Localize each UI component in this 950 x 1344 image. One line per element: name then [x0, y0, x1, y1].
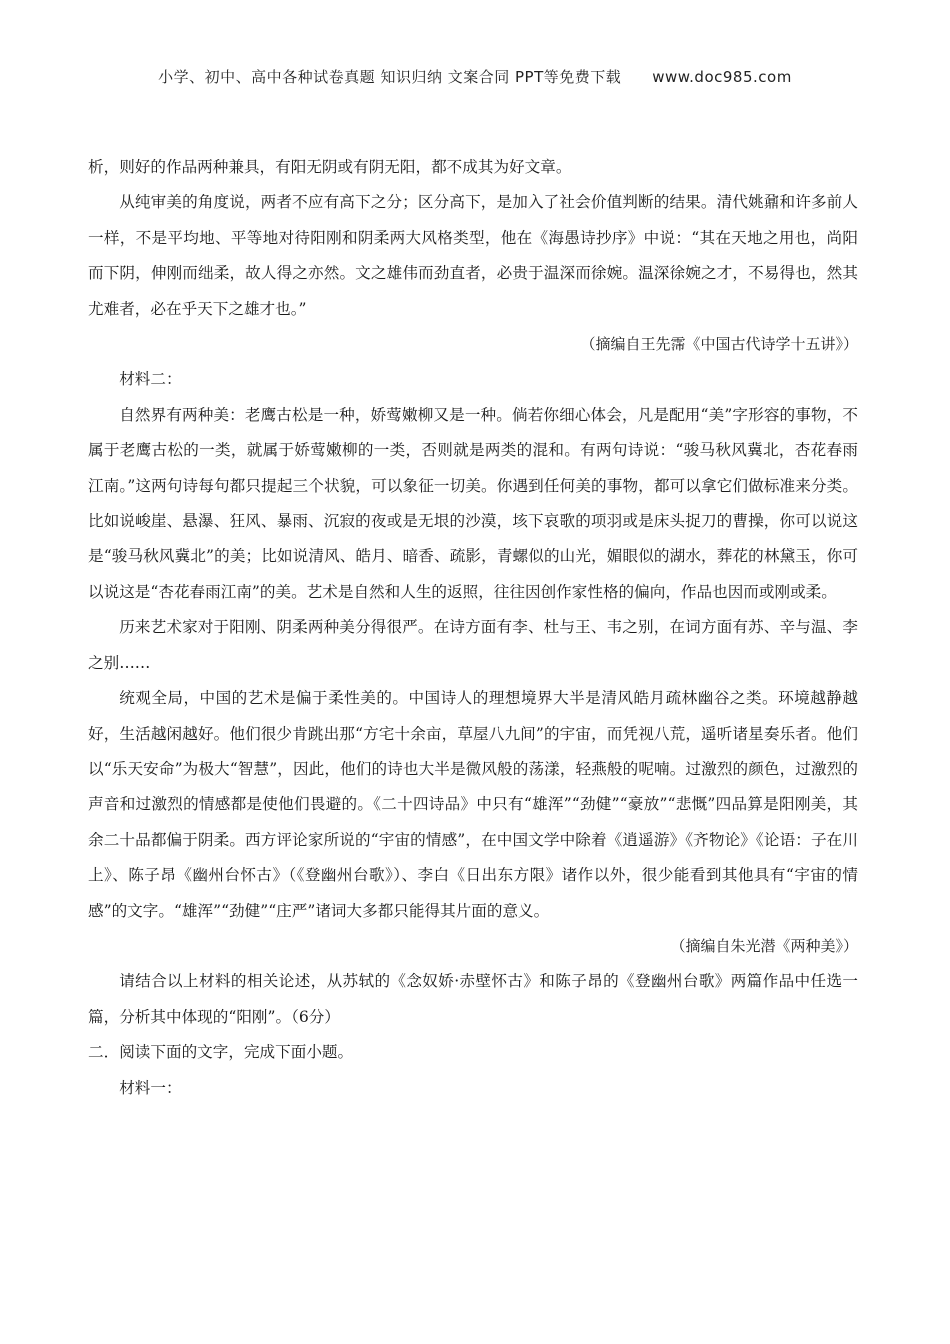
source-citation-1: （摘编自王先霈《中国古代诗学十五讲》） — [580, 335, 858, 354]
question-prompt: 请结合以上材料的相关论述，从苏轼的《念奴娇·赤壁怀古》和陈子昂的《登幽州台歌》两篇作品中任选一篇，分析其中体现的“阳刚”。（6分） — [88, 972, 858, 1026]
page-header: 小学、初中、高中各种试卷真题 知识归纳 文案合同 PPT等免费下载 www.doc985.com — [158, 68, 792, 86]
document-body — [88, 150, 858, 1106]
material-one-label: 材料一： — [119, 1078, 182, 1097]
paragraph-artists: 历来艺术家对于阳刚、阴柔两种美分得很严。在诗方面有李、杜与王、韦之别，在词方面有苏、辛与温、李之别…… — [88, 618, 858, 672]
paragraph-aesthetics: 从纯审美的角度说，两者不应有高下之分；区分高下，是加入了社会价值判断的结果。清代姚鼐和许多前人一样，不是平均地、平等地对待阳刚和阴柔两大风格类型，他在《海愚诗抄序》中说：“其在天地之用也，尚阳而下阴，伸刚而绌柔，故人得之亦然。文之雄伟而劲直者，必贵于温深而徐婉。温深徐婉之才，不易得也，然其尤难者，必在乎天下之雄才也。” — [88, 193, 858, 318]
material-two-label: 材料二： — [119, 370, 182, 389]
paragraph-continued: 析，则好的作品两种兼具，有阳无阴或有阴无阳，都不成其为好文章。 — [88, 158, 572, 176]
section-two-heading: 二．阅读下面的文字，完成下面小题。 — [88, 1043, 354, 1062]
source-citation-2: （摘编自朱光潜《两种美》） — [670, 936, 858, 955]
paragraph-overview: 统观全局，中国的艺术是偏于柔性美的。中国诗人的理想境界大半是清风皓月疏林幽谷之类。环境越静越好，生活越闲越好。他们很少肯跳出那“方宅十余亩，草屋八九间”的宇宙，而凭视八荒，遥听诸星奏乐者。他们以“乐天安命”为极大“智慧”，因此，他们的诗也大半是微风般的荡漾，轻燕般的呢喃。过激烈的颜色，过激烈的声音和过激烈的情感都是使他们畏避的。《二十四诗品》中只有“雄浑”“劲健”“豪放”“悲慨”四品算是阳刚美，其余二十品都偏于阴柔。西方评论家所说的“宇宙的情感”，在中国文学中除着《逍遥游》《齐物论》《论语：子在川上》、陈子昂《幽州台怀古》（《登幽州台歌》）、李白《日出东方限》诸作以外，很少能看到其他具有“宇宙的情感”的文字。“雄浑”“劲健”“庄严”诸词大多都只能得其片面的意义。 — [88, 689, 858, 920]
paragraph-two-beauties: 自然界有两种美：老鹰古松是一种，娇莺嫩柳又是一种。倘若你细心体会，凡是配用“美”字形容的事物，不属于老鹰古松的一类，就属于娇莺嫩柳的一类，否则就是两类的混和。有两句诗说：“骏马秋风冀北，杏花春雨江南。”这两句诗每句都只提起三个状貌，可以象征一切美。你遇到任何美的事物，都可以拿它们做标准来分类。比如说峻崖、悬瀑、狂风、暴雨、沉寂的夜或是无垠的沙漠，垓下哀歌的项羽或是床头捉刀的曹操，你可以说这是“骏马秋风冀北”的美；比如说清风、皓月、暗香、疏影，青螺似的山光，媚眼似的湖水，葬花的林黛玉，你可以说这是“杏花春雨江南”的美。艺术是自然和人生的返照，往往因创作家性格的偏向，作品也因而或刚或柔。 — [88, 405, 858, 601]
